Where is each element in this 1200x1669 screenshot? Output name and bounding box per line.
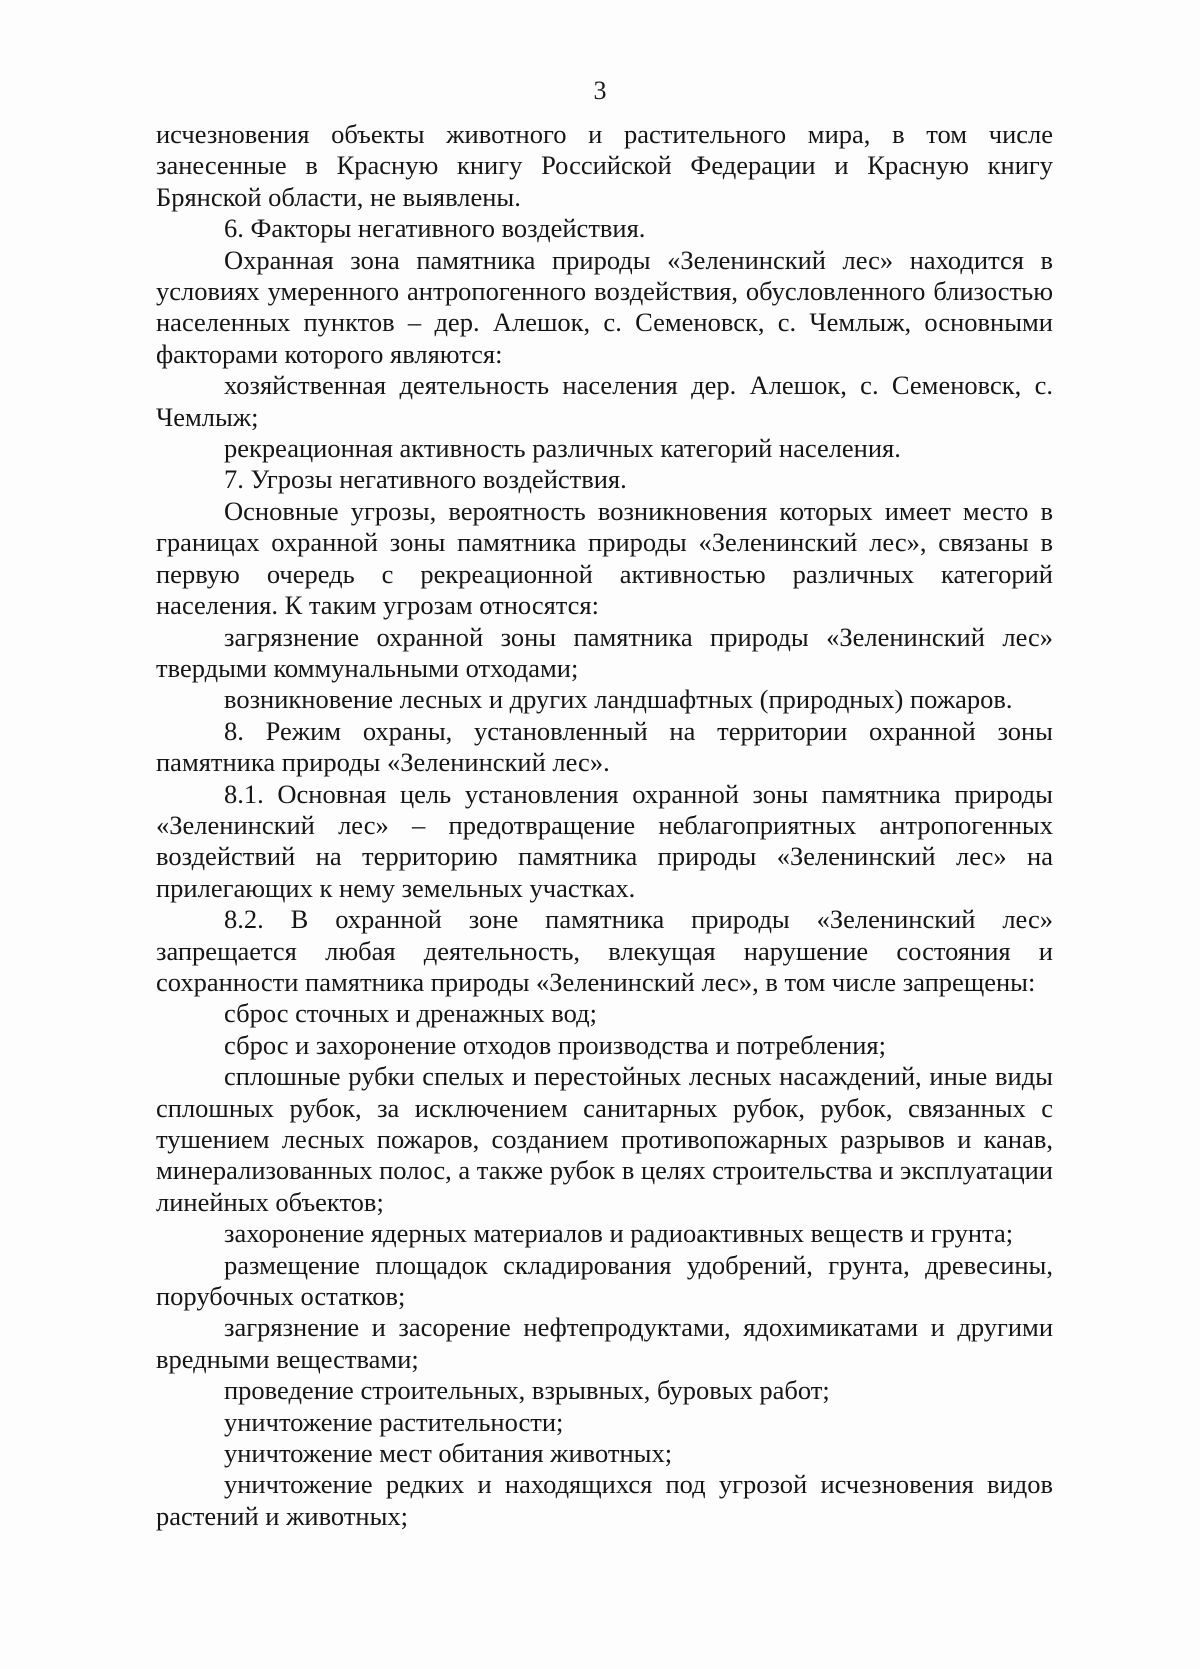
document-body <box>156 119 1053 1532</box>
list-item-waste-pollution: загрязнение охранной зоны памятника природы «Зеленинский лес» твердыми коммунальными отходами; <box>156 621 1053 683</box>
paragraph-threats-description: Основные угрозы, вероятность возникновения которых имеет место в границах охранной зоны памятника природы «Зеленинский лес», связаны в первую очередь с рекреационной активностью различных категорий населения. К таким угрозам относятся: <box>156 495 1053 621</box>
list-item-waste-disposal: сброс и захоронение отходов производства и потребления; <box>224 1029 886 1060</box>
list-item-construction: проведение строительных, взрывных, буровых работ; <box>224 1375 830 1406</box>
section-heading-6: 6. Факторы негативного воздействия. <box>224 213 646 244</box>
section-heading-8: 8. Режим охраны, установленный на территории охранной зоны памятника природы «Зеленинский лес». <box>156 715 1053 778</box>
list-item-rare-species: уничтожение редких и находящихся под угрозой исчезновения видов растений и животных; <box>156 1469 1053 1531</box>
page-number: 3 <box>593 76 607 105</box>
list-item-economic-activity: хозяйственная деятельность населения дер. Алешок, с. Семеновск, с. Чемлыж; <box>156 370 1053 432</box>
paragraph-8-2: 8.2. В охранной зоне памятника природы «Зеленинский лес» запрещается любая деятельность, влекущая нарушение состояния и сохранности памятника природы «Зеленинский лес», в том числе запрещены: <box>156 904 1053 997</box>
section-heading-7: 7. Угрозы негативного воздействия. <box>224 464 627 495</box>
list-item-wastewater: сброс сточных и дренажных вод; <box>224 998 597 1029</box>
list-item-storage-sites: размещение площадок складирования удобрений, грунта, древесины, порубочных остатков; <box>156 1249 1053 1312</box>
list-item-chemical-pollution: загрязнение и засорение нефтепродуктами, ядохимикатами и другими вредными веществами; <box>156 1312 1053 1374</box>
paragraph-continuation: исчезновения объекты животного и растительного мира, в том числе занесенные в Красную книгу Российской Федерации и Красную книгу Брянской области, не выявлены. <box>156 119 1053 212</box>
paragraph-8-1: 8.1. Основная цель установления охранной зоны памятника природы «Зеленинский лес» – предотвращение неблагоприятных антропогенных воздействий на территорию памятника природы «Зеленинский лес» на прилегающих к нему земельных участках. <box>156 778 1053 903</box>
list-item-fires: возникновение лесных и других ландшафтных (природных) пожаров. <box>224 684 1013 715</box>
list-item-clear-cutting: сплошные рубки спелых и перестойных лесных насаждений, иные виды сплошных рубок, за исключением санитарных рубок, рубок, связанных с тушением лесных пожаров, созданием противопожарных разрывов и канав, минерализованных полос, а также рубок в целях строительства и эксплуатации линейных объектов; <box>156 1061 1053 1217</box>
list-item-vegetation-destruction: уничтожение растительности; <box>224 1406 564 1437</box>
list-item-habitat-destruction: уничтожение мест обитания животных; <box>224 1438 673 1469</box>
list-item-nuclear-burial: захоронение ядерных материалов и радиоактивных веществ и грунта; <box>224 1218 1014 1249</box>
list-item-recreational-activity: рекреационная активность различных категорий населения. <box>224 433 901 464</box>
paragraph-impact-description: Охранная зона памятника природы «Зеленинский лес» находится в условиях умеренного антропогенного воздействия, обусловленного близостью населенных пунктов – дер. Алешок, с. Семеновск, с. Чемлыж, основными факторами которого являются: <box>156 244 1053 369</box>
